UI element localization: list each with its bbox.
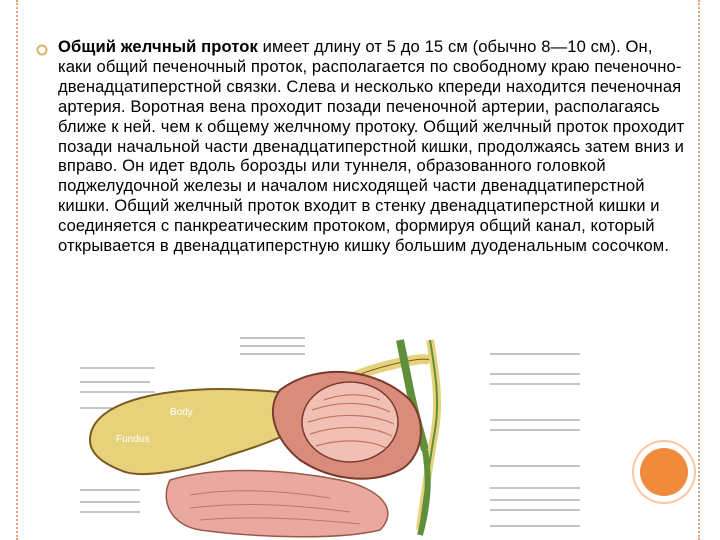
right-label-lines <box>490 354 580 526</box>
lead-bold-term: Общий желчный проток <box>58 37 258 56</box>
body-paragraph <box>58 37 686 256</box>
duodenum <box>273 372 421 479</box>
paragraph-text: имеет длину от 5 до 15 см (обычно 8—10 см). Он, каки общий печеночный проток, располагается по свободному краю печеночно-двенадцатиперстной связки. Слева и несколько кпереди находится печеночная артерия. Воротная вена проходит позади печеночной артерии, располагаясь ближе к ней. чем к общему желчному протоку. Общий желчный проток проходит позади начальной части двенадцатиперстной кишки, продолжаясь затем вниз и вправо. Он идет вдоль борозды или туннеля, образованного головкой поджелудочной железы и началом нисходящей части двенадцатиперстной кишки. Общий желчный проток входит в стенку двенадцатиперстной кишки и соединяется с панкреатическим протоком, формируя общий канал, который открывается в двенадцатиперстную кишку большим дуоденальным сосочком. <box>58 37 685 256</box>
body-label: Body <box>170 407 193 418</box>
gallbladder-anatomy-figure <box>80 330 600 540</box>
bullet-icon <box>36 44 48 56</box>
fundus-label: Fundus <box>116 434 150 445</box>
pancreas <box>166 471 388 537</box>
top-label-lines <box>240 338 305 354</box>
decorative-orange-circle <box>640 448 688 496</box>
